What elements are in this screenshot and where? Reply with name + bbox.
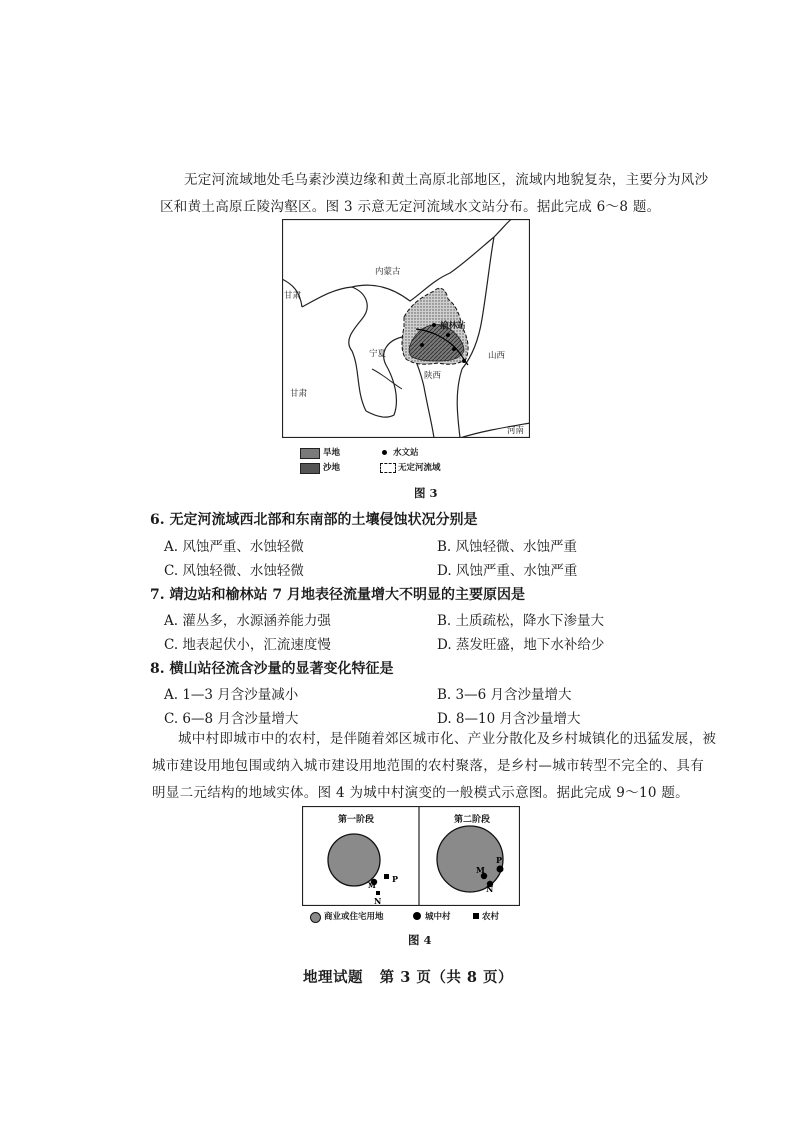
map-svg — [282, 219, 530, 438]
legend-basin-swatch — [380, 463, 396, 473]
legend-village-label: 农村 — [482, 912, 500, 922]
intro-line-2: 区和黄土高原丘陵沟壑区。图 3 示意无定河流域水文站分布。据此完成 6～8 题。 — [160, 199, 661, 215]
label-henan: 河南 — [507, 426, 525, 436]
legend-station-dot — [382, 450, 387, 455]
question-7-option-a[interactable]: A. 灌丛多，水源涵养能力强 — [164, 613, 331, 629]
question-6-option-c[interactable]: C. 风蚀轻微、水蚀轻微 — [164, 563, 304, 579]
question-8-option-d[interactable]: D. 8—10 月含沙量增大 — [437, 711, 581, 727]
question-6-option-b[interactable]: B. 风蚀轻微、水蚀严重 — [437, 539, 578, 555]
label-gansu-bottom: 甘肃 — [290, 389, 308, 399]
legend-dryland-label: 旱地 — [323, 448, 341, 458]
stage-1-title: 第一阶段 — [338, 815, 375, 825]
question-6-option-d[interactable]: D. 风蚀严重、水蚀严重 — [437, 563, 578, 579]
station-dot — [462, 359, 466, 363]
stage-1-rural-n — [376, 891, 380, 895]
label-shanxi: 山西 — [488, 351, 506, 361]
station-dot — [420, 343, 424, 347]
station-dot — [432, 323, 436, 327]
legend-commercial-swatch — [310, 912, 321, 923]
label-gansu-top: 甘肃 — [284, 291, 302, 301]
stage-1-m-label: M — [368, 881, 376, 890]
station-dot — [446, 333, 450, 337]
stage-2-n-label: N — [486, 884, 494, 894]
legend-dryland-swatch — [300, 448, 320, 459]
figure-4 — [302, 806, 520, 923]
figure-3-caption: 图 3 — [414, 486, 438, 500]
stage-1-p-label: P — [392, 874, 399, 884]
intro2-line-2: 城市建设用地包围或纳入城市建设用地范围的农村聚落，是乡村—城市转型不完全的、具有 — [152, 758, 704, 774]
intro-line-1: 无定河流域地处毛乌素沙漠边缘和黄土高原北部地区，流域内地貌复杂，主要分为风沙 — [184, 172, 709, 188]
legend-station-label: 水文站 — [393, 448, 419, 458]
stage-2-p-label: P — [496, 855, 503, 865]
question-8-option-a[interactable]: A. 1—3 月含沙量减小 — [164, 687, 299, 703]
label-ningxia: 宁夏 — [369, 349, 387, 359]
label-shaanxi: 陕西 — [424, 371, 442, 381]
question-8-stem: 8. 横山站径流含沙量的显著变化特征是 — [150, 661, 394, 677]
question-6-stem: 6. 无定河流域西北部和东南部的土壤侵蚀状况分别是 — [150, 512, 478, 528]
page-footer: 地理试题 第 3 页（共 8 页） — [303, 969, 514, 986]
question-6-option-a[interactable]: A. 风蚀严重、水蚀轻微 — [164, 539, 304, 555]
legend-sand-swatch — [300, 463, 320, 474]
legend-village-square — [473, 913, 479, 919]
figure-3-map — [282, 219, 530, 438]
intro2-line-1: 城中村即城市中的农村，是伴随着郊区城市化、产业分散化及乡村城镇化的迅猛发展，被 — [178, 731, 717, 747]
station-dot — [452, 347, 456, 351]
legend-sand-label: 沙地 — [323, 463, 341, 473]
question-7-option-c[interactable]: C. 地表起伏小，汇流速度慢 — [164, 637, 331, 653]
intro-paragraph — [160, 167, 760, 221]
legend-village-in-city-dot — [413, 912, 421, 920]
question-8-option-b[interactable]: B. 3—6 月含沙量增大 — [437, 687, 572, 703]
stage-2-title: 第二阶段 — [454, 815, 491, 825]
legend-commercial-label: 商业或住宅用地 — [324, 912, 384, 922]
question-7-stem: 7. 靖边站和榆林站 7 月地表径流量增大不明显的主要原因是 — [150, 587, 525, 603]
intro2-line-3: 明显二元结构的地域实体。图 4 为城中村演变的一般模式示意图。据此完成 9～10 题。 — [152, 785, 689, 801]
stage-1-n-label: N — [374, 896, 382, 906]
stage-2-point-p — [497, 866, 504, 873]
stage-2-commercial-area — [437, 826, 503, 892]
question-7-option-d[interactable]: D. 蒸发旺盛，地下水补给少 — [437, 637, 605, 653]
stage-1-commercial-area — [328, 834, 380, 886]
figure-4-legend — [310, 910, 520, 924]
label-yulin-station: 榆林站 — [440, 321, 466, 331]
figure-4-caption: 图 4 — [408, 933, 432, 947]
question-7-option-b[interactable]: B. 土质疏松，降水下渗量大 — [437, 613, 605, 629]
legend-basin-label: 无定河流域 — [398, 463, 441, 473]
label-inner-mongolia: 内蒙古 — [375, 267, 401, 277]
intro2-paragraph — [152, 726, 762, 807]
stage-1-rural-p — [384, 874, 389, 879]
stage-2-m-label: M — [476, 865, 485, 875]
figure-3-legend — [300, 446, 500, 478]
legend-village-in-city-label: 城中村 — [425, 912, 451, 922]
question-8-option-c[interactable]: C. 6—8 月含沙量增大 — [164, 711, 299, 727]
